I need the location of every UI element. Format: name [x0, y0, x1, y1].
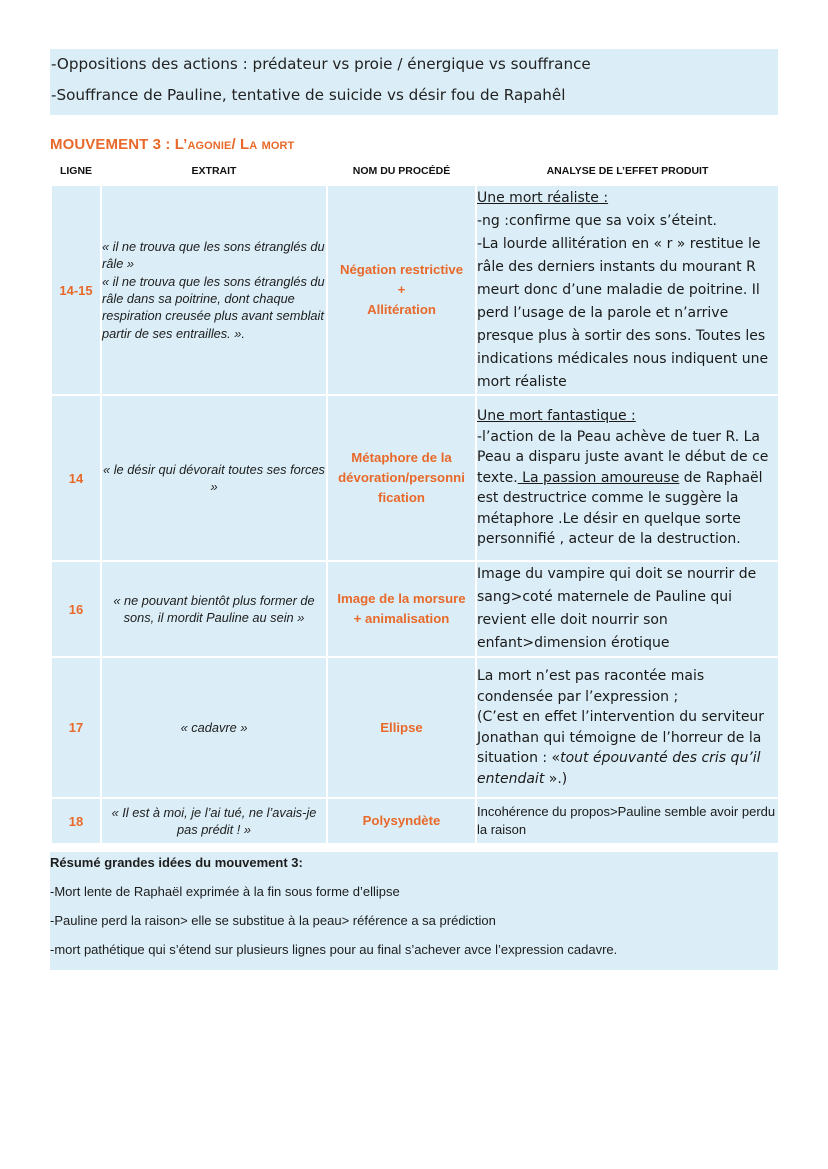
movement-title-mort: MORT — [261, 140, 295, 152]
resume-title: Résumé grandes idées du mouvement 3: — [50, 855, 303, 870]
row-analyse: Incohérence du propos>Pauline semble avoir perdu la raison — [476, 798, 779, 844]
resume-line: -Pauline perd la raison> elle se substitue à la peau> référence a sa prédiction — [50, 913, 496, 928]
row-extrait: « cadavre » — [101, 657, 327, 798]
movement-title-a: A — [249, 140, 258, 152]
procede-line: fication — [378, 490, 425, 505]
movement-heading — [50, 136, 294, 153]
movement-title-l: L’ — [174, 136, 188, 153]
table-header-row — [51, 158, 779, 185]
header-ligne: LIGNE — [51, 158, 101, 185]
row-extrait — [101, 185, 327, 395]
row-procede: Polysyndète — [327, 798, 476, 844]
analysis-table — [50, 158, 780, 845]
analyse-text — [477, 707, 778, 789]
analyse-text: La mort n’est pas racontée mais condensée par l’expression ; — [477, 668, 705, 705]
resume-line: -mort pathétique qui s’étend sur plusieurs lignes pour au final s’achever avce l’expression cadavre. — [50, 942, 618, 957]
movement-title-la-initial: L — [240, 136, 250, 153]
analyse-italic-quote: tout épouvanté des cris qu’il entendait — [477, 750, 761, 787]
movement-title-agonie: AGONIE — [187, 140, 232, 152]
analyse-text-part: (C’est en effet l’intervention du serviteur Jonathan qui témoigne de l’horreur de la situation : « — [477, 709, 765, 766]
analyse-text: -ng :confirme que sa voix s’éteint. — [477, 212, 717, 229]
table-row — [51, 395, 779, 561]
table-row — [51, 185, 779, 395]
row-extrait: « ne pouvant bientôt plus former de sons, il mordit Pauline au sein » — [101, 561, 327, 657]
analyse-title: Une mort fantastique : — [477, 408, 636, 425]
movement-slash: / — [231, 136, 240, 153]
table-row — [51, 561, 779, 657]
row-ligne: 14 — [51, 395, 101, 561]
intro-summary-box — [50, 49, 778, 115]
resume-box — [50, 852, 778, 970]
row-procede — [327, 395, 476, 561]
movement-prefix: MOUVEMENT 3 : — [50, 136, 175, 153]
row-ligne: 18 — [51, 798, 101, 844]
table-row — [51, 657, 779, 798]
procede-line: + — [397, 282, 406, 297]
header-extrait: EXTRAIT — [101, 158, 327, 185]
row-ligne: 16 — [51, 561, 101, 657]
procede-line: dévoration/personni — [338, 470, 465, 485]
procede-line: Métaphore de la — [351, 450, 452, 465]
extrait-quote: « il ne trouva que les sons étranglés du râle dans sa poitrine, dont chaque respiration creusée plus avant semblait partir de ses entrailles. ». — [102, 273, 325, 341]
header-procede: NOM DU PROCÉDÉ — [327, 158, 476, 185]
row-procede — [327, 561, 476, 657]
header-analyse: ANALYSE DE L’EFFET PRODUIT — [476, 158, 779, 185]
row-analyse — [476, 395, 779, 561]
row-ligne: 17 — [51, 657, 101, 798]
analyse-title: Une mort réaliste : — [477, 189, 609, 206]
row-analyse — [476, 657, 779, 798]
row-procede: Ellipse — [327, 657, 476, 798]
row-ligne: 14-15 — [51, 185, 101, 395]
procede-line: Négation restrictive — [339, 262, 464, 277]
procede-line: Allitération — [367, 302, 436, 317]
resume-line: -Mort lente de Raphaël exprimée à la fin sous forme d’ellipse — [50, 884, 400, 899]
row-procede — [327, 185, 476, 395]
row-extrait: « Il est à moi, je l’ai tué, ne l’avais-je pas prédit ! » — [101, 798, 327, 844]
analyse-text-part: ».) — [544, 770, 568, 787]
analyse-text: -La lourde allitération en « r » restitue le râle des derniers instants du mourant R meurt donc d’une maladie de poitrine. Il perd l’usage de la parole et n’arrive presque plus à sortir des sons. Toutes les indications médicales nous indiquent une mort réaliste — [477, 235, 769, 390]
row-analyse — [476, 185, 779, 395]
procede-line: + animalisation — [353, 611, 450, 626]
row-analyse: Image du vampire qui doit se nourrir de sang>coté maternele de Pauline qui revient elle doit nourrir son enfant>dimension érotique — [476, 561, 779, 657]
analyse-underlined-text: La passion amoureuse — [517, 469, 680, 486]
row-extrait: « le désir qui dévorait toutes ses forces » — [101, 395, 327, 561]
intro-line-2: -Souffrance de Pauline, tentative de suicide vs désir fou de Rapahêl — [51, 86, 566, 104]
analyse-text-part: de Raphaël est destructrice comme le suggère la métaphore .Le désir en quelque sorte personnifié , acteur de la destruction. — [477, 469, 763, 548]
procede-line: Image de la morsure — [337, 591, 466, 606]
table-row — [51, 798, 779, 844]
analyse-text-part: -l’action de la Peau achève de tuer R. La Peau a disparu juste avant le début de ce texte. — [477, 428, 769, 486]
analyse-text — [477, 427, 778, 550]
extrait-quote: « il ne trouva que les sons étranglés du râle » — [102, 239, 325, 272]
intro-line-1: -Oppositions des actions : prédateur vs proie / énergique vs souffrance — [51, 55, 591, 73]
